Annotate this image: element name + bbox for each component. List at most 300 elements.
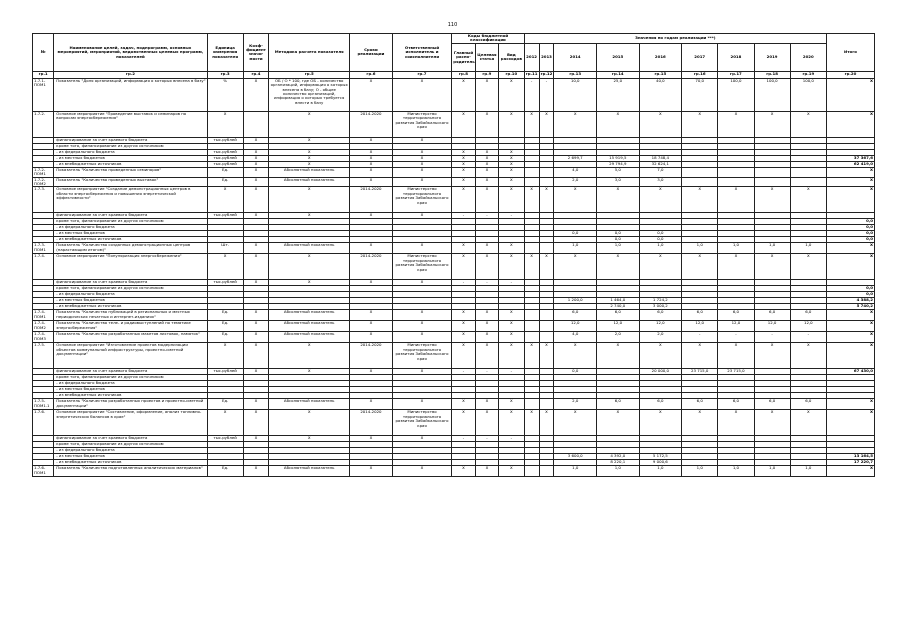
table-cell: 0,0: [826, 292, 874, 298]
table-cell: X: [269, 369, 350, 375]
table-cell: Министерство территориального развития Забайкальского края: [392, 187, 452, 213]
table-cell: 6,0: [639, 310, 682, 321]
table-cell: X: [682, 111, 718, 137]
column-number-cell: гр.1: [33, 71, 54, 78]
table-cell: 1.7.4-ПОМ2: [33, 321, 54, 332]
table-cell: X: [826, 254, 874, 280]
table-cell: X: [243, 310, 269, 321]
table-cell: 6,0: [682, 399, 718, 410]
header-year: 2014: [554, 43, 597, 71]
table-cell: X: [790, 410, 826, 436]
table-cell: X: [350, 177, 393, 187]
table-cell: X: [475, 187, 498, 213]
header-coef: Коэф-фициент значи-мости: [243, 34, 269, 72]
table-cell: 2,0: [639, 332, 682, 343]
table-cell: 6,0: [554, 310, 597, 321]
table-cell: - из федерального бюджета: [54, 381, 207, 387]
table-cell: 8 220,1: [597, 460, 640, 466]
table-cell: [539, 243, 554, 254]
table-cell: Основное мероприятие "Популяризация энергосбережения": [54, 254, 207, 280]
table-cell: Абсолютный показатель: [269, 310, 350, 321]
header-year: 2017: [682, 43, 718, 71]
table-cell: X: [639, 343, 682, 369]
table-cell: X: [499, 161, 525, 167]
table-cell: X: [392, 310, 452, 321]
table-cell: X: [392, 213, 452, 219]
table-cell: -: [754, 332, 790, 343]
table-cell: 1.7.6.: [33, 410, 54, 436]
table-cell: Абсолютный показатель: [269, 399, 350, 410]
table-cell: [243, 111, 269, 137]
table-cell: [790, 167, 826, 177]
header-year: 2016: [639, 43, 682, 71]
table-cell: X: [718, 343, 754, 369]
table-cell: 1,0: [718, 466, 754, 477]
table-cell: 23 715,0: [718, 369, 754, 375]
header-year: 2018: [718, 43, 754, 71]
table-row: [33, 343, 875, 369]
table-cell: X: [499, 332, 525, 343]
table-cell: 1,0: [554, 466, 597, 477]
table-cell: 20 000,0: [639, 369, 682, 375]
table-cell: - из внебюджетных источников: [54, 304, 207, 310]
table-cell: X: [452, 466, 475, 477]
table-cell: [539, 466, 554, 477]
header-target-article: Целевая статья: [475, 43, 498, 71]
table-cell: 23 715,0: [682, 369, 718, 375]
table-cell: X: [524, 187, 539, 213]
table-row: [33, 399, 875, 410]
table-cell: X: [499, 167, 525, 177]
table-cell: Абсолютный показатель: [269, 332, 350, 343]
table-cell: X: [269, 213, 350, 219]
table-cell: 2014-2020: [350, 254, 393, 280]
table-cell: X: [243, 332, 269, 343]
table-cell: 4,0: [554, 167, 597, 177]
table-cell: -: [452, 369, 475, 375]
table-cell: X: [554, 254, 597, 280]
header-year: 2015: [597, 43, 640, 71]
table-cell: X: [350, 137, 393, 143]
table-cell: Министерство территориального развития Забайкальского края: [392, 111, 452, 137]
table-cell: Абсолютный показатель: [269, 466, 350, 477]
table-cell: 0,0: [639, 237, 682, 243]
table-cell: 0,0: [597, 237, 640, 243]
table-cell: X: [718, 111, 754, 137]
table-cell: кроме того, финансирование из других источников:: [54, 143, 207, 149]
column-number-cell: гр.14: [597, 71, 640, 78]
table-cell: X: [826, 111, 874, 137]
column-number-cell: гр.3: [207, 71, 243, 78]
table-cell: X: [350, 161, 393, 167]
column-number-cell: гр.12: [539, 71, 554, 78]
table-cell: 32 624,1: [639, 161, 682, 167]
table-cell: X: [392, 167, 452, 177]
table-cell: 37 367,6: [826, 155, 874, 161]
column-number-cell: гр.2: [54, 71, 207, 78]
table-cell: [539, 399, 554, 410]
table-cell: -: [718, 332, 754, 343]
table-cell: X: [597, 343, 640, 369]
table-cell: 1,0: [682, 466, 718, 477]
table-cell: 1,0: [790, 466, 826, 477]
table-cell: 6,0: [597, 310, 640, 321]
table-cell: 6,0: [597, 399, 640, 410]
table-cell: [539, 167, 554, 177]
table-cell: X: [269, 111, 350, 137]
table-cell: финансирование за счет краевого бюджета: [54, 369, 207, 375]
table-cell: X: [452, 161, 475, 167]
table-cell: финансирование за счет краевого бюджета: [54, 137, 207, 143]
table-cell: ОБ / О * 100, где ОБ - количество организаций, информация о которых внесена в базу; О - общее количество организаций, информация о которых требуется внести в базу: [269, 78, 350, 111]
table-cell: Показатель "Количество проведенных семинаров": [54, 167, 207, 177]
table-cell: -: [499, 213, 525, 219]
header-unit: Единица измерения показателя: [207, 34, 243, 72]
table-row: [33, 187, 875, 213]
table-row: [33, 466, 875, 477]
table-cell: 1,0: [639, 466, 682, 477]
table-cell: 12,0: [682, 321, 718, 332]
table-row: [33, 254, 875, 280]
table-cell: X: [475, 343, 498, 369]
table-cell: X: [539, 254, 554, 280]
table-cell: X: [718, 410, 754, 436]
page-number: 110: [447, 22, 458, 28]
table-cell: X: [269, 149, 350, 155]
table-cell: 2 699,7: [554, 155, 597, 161]
table-cell: Министерство территориального развития Забайкальского края: [392, 343, 452, 369]
table-cell: X: [269, 187, 350, 213]
table-cell: 4 392,0: [597, 454, 640, 460]
table-cell: X: [826, 78, 874, 111]
table-cell: -: [475, 369, 498, 375]
table-cell: 1,0: [754, 466, 790, 477]
table-cell: X: [392, 321, 452, 332]
table-cell: - из федерального бюджета: [54, 149, 207, 155]
header-num: №: [33, 34, 54, 72]
table-cell: [718, 177, 754, 187]
table-cell: кроме того, финансирование из других источников:: [54, 219, 207, 225]
table-cell: финансирование за счет краевого бюджета: [54, 213, 207, 219]
table-cell: - из местных бюджетов: [54, 454, 207, 460]
table-cell: 2,0: [597, 332, 640, 343]
table-cell: Ед.: [207, 332, 243, 343]
table-cell: -: [682, 332, 718, 343]
table-cell: тыс.рублей: [207, 137, 243, 143]
table-cell: 1.7.4-ПОМ1: [33, 310, 54, 321]
table-cell: -: [475, 213, 498, 219]
table-cell: 25,0: [597, 78, 640, 111]
table-cell: X: [392, 78, 452, 111]
header-name: Наименование целей, задач, подпрограмм, основных мероприятий, мероприятий, ведомственных целевых программ, показателей: [54, 34, 207, 72]
table-cell: X: [392, 369, 452, 375]
table-cell: X: [597, 187, 640, 213]
table-cell: X: [790, 187, 826, 213]
table-cell: [524, 466, 539, 477]
table-cell: X: [499, 466, 525, 477]
table-cell: 6,0: [718, 399, 754, 410]
table-cell: 1,0: [597, 466, 640, 477]
table-cell: X: [452, 111, 475, 137]
header-year: 2013: [539, 43, 554, 71]
table-cell: X: [269, 410, 350, 436]
table-cell: 6,0: [790, 399, 826, 410]
table-cell: - из местных бюджетов: [54, 155, 207, 161]
table-cell: Показатель "Количество созданных демонстрационных центров (нарастающим итогом)": [54, 243, 207, 254]
table-cell: X: [243, 177, 269, 187]
table-cell: X: [554, 343, 597, 369]
table-cell: 1.7.2-ПОМ1: [33, 167, 54, 177]
table-cell: Министерство территориального развития Забайкальского края: [392, 254, 452, 280]
table-cell: [539, 321, 554, 332]
table-cell: финансирование за счет краевого бюджета: [54, 436, 207, 442]
table-cell: X: [639, 410, 682, 436]
table-cell: X: [452, 310, 475, 321]
table-cell: X: [452, 155, 475, 161]
table-cell: X: [269, 436, 350, 442]
table-cell: [790, 177, 826, 187]
table-cell: 15 919,5: [597, 155, 640, 161]
table-cell: -: [790, 332, 826, 343]
table-cell: -: [539, 78, 554, 111]
table-cell: X: [350, 78, 393, 111]
table-cell: 1 464,0: [597, 298, 640, 304]
table-cell: X: [350, 167, 393, 177]
header-responsible: Ответственный исполнитель и соисполнители: [392, 34, 452, 72]
table-cell: 5 740,2: [826, 304, 874, 310]
table-cell: X: [475, 155, 498, 161]
table-cell: X: [243, 254, 269, 280]
table-cell: 1,0: [597, 243, 640, 254]
table-cell: Абсолютный показатель: [269, 243, 350, 254]
table-cell: 2014-2020: [350, 410, 393, 436]
table-cell: [754, 177, 790, 187]
table-cell: [539, 332, 554, 343]
table-row: [33, 243, 875, 254]
table-cell: X: [350, 466, 393, 477]
table-cell: X: [499, 254, 525, 280]
table-cell: X: [269, 254, 350, 280]
table-cell: 6,0: [754, 399, 790, 410]
table-cell: тыс.рублей: [207, 280, 243, 286]
table-cell: X: [452, 78, 475, 111]
table-cell: 1,0: [754, 243, 790, 254]
column-number-cell: гр.19: [790, 71, 826, 78]
column-number-cell: гр.9: [475, 71, 498, 78]
table-cell: X: [452, 399, 475, 410]
table-cell: X: [554, 111, 597, 137]
table-cell: X: [790, 111, 826, 137]
table-cell: [524, 167, 539, 177]
table-cell: 12,0: [790, 321, 826, 332]
table-cell: X: [243, 343, 269, 369]
table-cell: 0,0: [826, 219, 874, 225]
table-cell: кроме того, финансирование из других источников:: [54, 375, 207, 381]
table-cell: -: [475, 436, 498, 442]
table-row: [33, 78, 875, 111]
table-cell: X: [499, 243, 525, 254]
table-cell: X: [539, 111, 554, 137]
table-cell: [682, 167, 718, 177]
table-cell: 1.7.5-ПОМ1.1: [33, 399, 54, 410]
program-table: [32, 33, 875, 477]
table-cell: тыс.рублей: [207, 213, 243, 219]
table-row: [33, 111, 875, 137]
table-cell: 1.7.2-ПОМ2: [33, 177, 54, 187]
table-cell: 4,0: [554, 332, 597, 343]
table-cell: X: [452, 254, 475, 280]
table-cell: Ед.: [207, 310, 243, 321]
table-cell: X: [826, 332, 874, 343]
table-cell: 29 794,9: [597, 161, 640, 167]
table-cell: - из федерального бюджета: [54, 292, 207, 298]
column-number-cell: гр.18: [754, 71, 790, 78]
table-cell: Показатель "Количество разработанных проектов и проектно-сметной документации": [54, 399, 207, 410]
table-cell: тыс.рублей: [207, 436, 243, 442]
table-cell: 0,0: [597, 231, 640, 237]
table-cell: X: [475, 399, 498, 410]
table-cell: X: [826, 399, 874, 410]
table-row: [33, 177, 875, 187]
table-cell: Ед.: [207, 321, 243, 332]
table-cell: X: [639, 254, 682, 280]
table-cell: X: [207, 254, 243, 280]
table-body: [33, 78, 875, 477]
table-cell: 3 600,0: [554, 454, 597, 460]
table-cell: X: [452, 177, 475, 187]
table-cell: X: [499, 310, 525, 321]
column-number-cell: гр.5: [269, 71, 350, 78]
header-total: Итого: [826, 34, 874, 72]
header-main-manager: Главный распо-рядитель: [452, 43, 475, 71]
table-cell: X: [207, 343, 243, 369]
table-cell: 12,0: [597, 321, 640, 332]
table-cell: X: [554, 410, 597, 436]
table-cell: X: [754, 343, 790, 369]
table-cell: X: [826, 321, 874, 332]
table-cell: 10,0: [554, 78, 597, 111]
table-cell: X: [269, 280, 350, 286]
table-cell: 1,0: [790, 243, 826, 254]
table-cell: X: [350, 213, 393, 219]
table-cell: -: [499, 280, 525, 286]
table-cell: 100,0: [718, 78, 754, 111]
header-expense-type: Вид расходов: [499, 43, 525, 71]
table-cell: X: [269, 343, 350, 369]
table-cell: 2014-2020: [350, 187, 393, 213]
table-cell: [524, 332, 539, 343]
table-cell: Основное мероприятие "Проведение выставок и семинаров по вопросам энергосбережения": [54, 111, 207, 137]
table-cell: 1.7.4.: [33, 254, 54, 280]
table-cell: X: [392, 161, 452, 167]
table-cell: 1.7.1-ПОМ1: [33, 78, 54, 111]
table-cell: X: [499, 321, 525, 332]
table-cell: X: [350, 155, 393, 161]
table-cell: X: [718, 187, 754, 213]
column-number-cell: гр.16: [682, 71, 718, 78]
table-cell: X: [639, 187, 682, 213]
table-cell: X: [243, 149, 269, 155]
table-cell: X: [682, 254, 718, 280]
table-cell: 5,0: [597, 167, 640, 177]
table-cell: [682, 177, 718, 187]
table-cell: - из федерального бюджета: [54, 448, 207, 454]
table-cell: тыс.рублей: [207, 155, 243, 161]
table-cell: X: [392, 137, 452, 143]
column-number-cell: гр.7: [392, 71, 452, 78]
table-cell: X: [826, 187, 874, 213]
column-number-cell: гр.15: [639, 71, 682, 78]
table-cell: X: [475, 321, 498, 332]
table-cell: X: [350, 243, 393, 254]
table-cell: Показатель "Количество подготовленных аналитических материалов": [54, 466, 207, 477]
table-cell: X: [392, 436, 452, 442]
table-cell: X: [718, 254, 754, 280]
table-cell: X: [350, 310, 393, 321]
table-cell: - из федерального бюджета: [54, 225, 207, 231]
table-cell: X: [539, 343, 554, 369]
table-cell: тыс.рублей: [207, 149, 243, 155]
table-cell: X: [539, 187, 554, 213]
table-cell: X: [452, 243, 475, 254]
table-cell: 12,0: [554, 321, 597, 332]
table-cell: 40,0: [639, 78, 682, 111]
table-cell: X: [475, 310, 498, 321]
table-cell: X: [392, 280, 452, 286]
table-cell: - из внебюджетных источников: [54, 161, 207, 167]
table-cell: 0,0: [826, 286, 874, 292]
table-cell: -: [475, 280, 498, 286]
column-number-row: [33, 71, 875, 78]
table-cell: 67 430,0: [826, 369, 874, 375]
table-cell: X: [243, 161, 269, 167]
table-cell: Абсолютный показатель: [269, 167, 350, 177]
table-cell: Показатель "Количество теле- и радиовыступлений по тематике энергосбережения": [54, 321, 207, 332]
table-cell: - из местных бюджетов: [54, 298, 207, 304]
table-cell: X: [350, 149, 393, 155]
table-cell: 0,0: [826, 231, 874, 237]
table-cell: X: [524, 343, 539, 369]
table-cell: X: [269, 137, 350, 143]
header-year: 2019: [754, 43, 790, 71]
table-row: [33, 167, 875, 177]
table-cell: 1 200,0: [554, 298, 597, 304]
table-cell: X: [499, 111, 525, 137]
table-cell: 1,0: [554, 243, 597, 254]
table-cell: 70,0: [682, 78, 718, 111]
table-cell: 12,0: [639, 321, 682, 332]
table-cell: X: [499, 410, 525, 436]
table-cell: [718, 167, 754, 177]
table-cell: 1,0: [639, 243, 682, 254]
table-cell: X: [243, 466, 269, 477]
table-cell: 2014-2020: [350, 343, 393, 369]
table-cell: - из внебюджетных источников: [54, 237, 207, 243]
table-cell: %: [207, 78, 243, 111]
table-cell: Абсолютный показатель: [269, 177, 350, 187]
column-number-cell: гр.17: [718, 71, 754, 78]
table-cell: X: [682, 343, 718, 369]
table-cell: 12,0: [754, 321, 790, 332]
table-cell: X: [499, 187, 525, 213]
table-cell: Шт.: [207, 243, 243, 254]
table-cell: 1.7.2.: [33, 111, 54, 137]
table-cell: 3,0: [639, 177, 682, 187]
header-year: 2020: [790, 43, 826, 71]
header-year-values: Значения по годам реализации ***): [524, 34, 826, 44]
header-method: Методика расчета показателя: [269, 34, 350, 72]
table-cell: X: [826, 243, 874, 254]
